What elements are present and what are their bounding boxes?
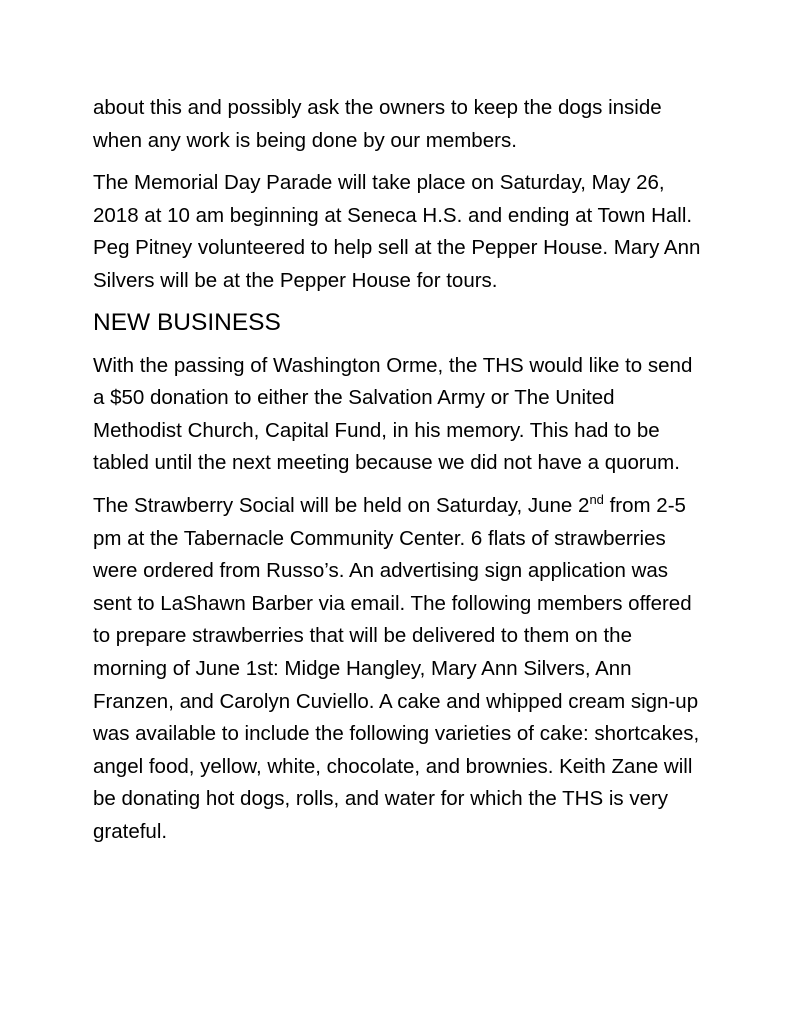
strawberry-text-end: from 2-5 pm at the Tabernacle Community Center. 6 flats of strawberries were ordered from Russo’s. An advertising sign application was sent to LaShawn Barber via email. The following members offered to prepare strawberries that will be delivered to them on the morning of June 1st: Midge Hangley, Mary Ann Silvers, Ann Franzen, and Carolyn Cuviello. A cake and whipped cream sign-up was available to include the following varieties of cake: shortcakes, angel food, yellow, white, chocolate, and brownies. Keith Zane will be donating hot dogs, rolls, and water for which the THS is very grateful.: [93, 493, 700, 843]
donation-paragraph: With the passing of Washington Orme, the THS would like to send a $50 donation to either the Salvation Army or The United Methodist Church, Capital Fund, in his memory. This had to be tabled until the next meeting because we did not have a quorum.: [93, 353, 693, 475]
strawberry-text-start: The Strawberry Social will be held on Saturday, June 2: [93, 493, 590, 517]
ordinal-suffix: nd: [589, 492, 604, 508]
document-page: [93, 92, 703, 858]
memorial-day-paragraph: The Memorial Day Parade will take place on Saturday, May 26, 2018 at 10 am beginning at Seneca H.S. and ending at Town Hall. Peg Pitney volunteered to help sell at the Pepper House. Mary Ann Silvers will be at the Pepper House for tours.: [93, 171, 701, 292]
strawberry-social-paragraph: [93, 490, 703, 849]
dogs-paragraph: about this and possibly ask the owners to keep the dogs inside when any work is being done by our members.: [93, 96, 662, 152]
new-business-heading: NEW BUSINESS: [93, 308, 281, 336]
